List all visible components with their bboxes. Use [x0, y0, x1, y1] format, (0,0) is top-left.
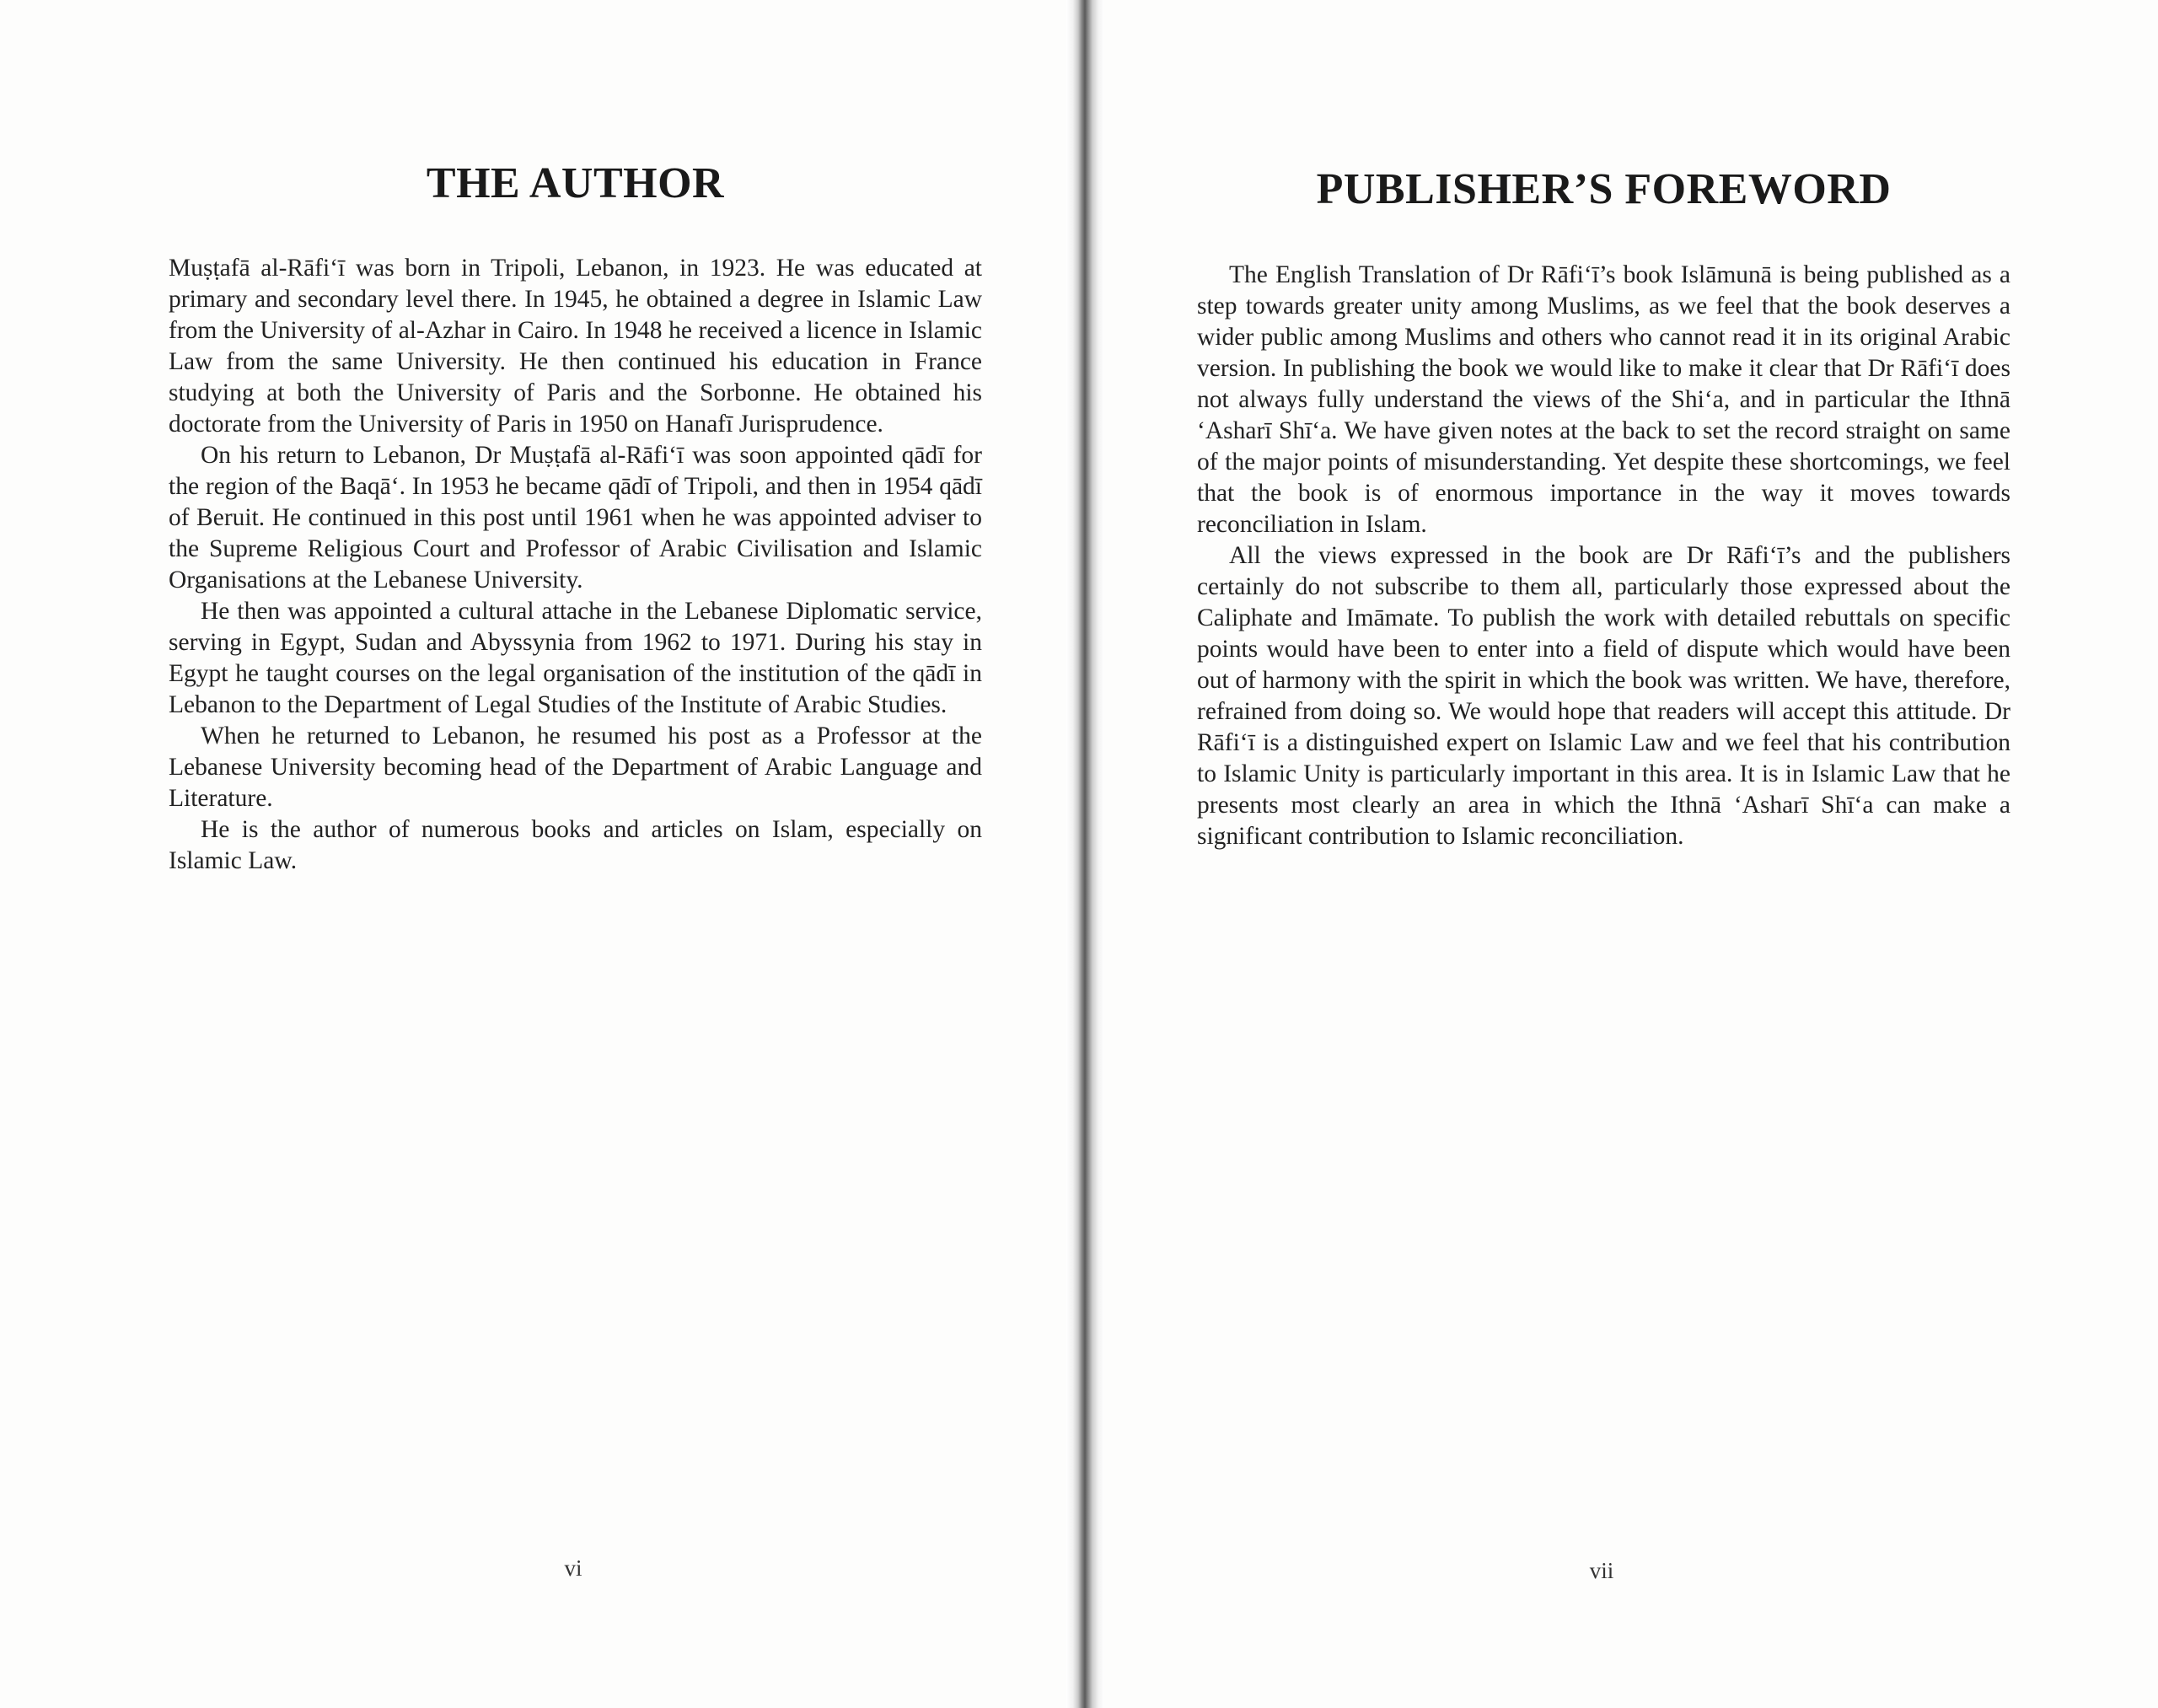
paragraph: All the views expressed in the book are Dr Rāfi‘ī’s and the publishers certainly do not subscribe to them all, particularly those expressed about the Caliphate and Imāmate. To publish the work with detailed rebuttals on specific points would have been to enter into a field of dispute which would have been out of harmony with the spirit in which the book was written. We have, therefore, refrained from doing so. We would hope that readers will accept this attitude. Dr Rāfi‘ī is a distinguished expert on Islamic Law and we feel that his contribution to Islamic Unity is particularly important in this area. It is in Islamic Law that he presents most clearly an area in which the Ithnā ‘Asharī Shī‘a can make a significant contribution to Islamic reconciliation.: [1197, 542, 2010, 850]
paragraph: On his return to Lebanon, Dr Muṣṭafā al-Rāfi‘ī was soon appointed qādī for the region of the Baqā‘. In 1953 he became qādī of Tripoli, and then in 1954 qādī of Beruit. He continued in this post until 1961 when he was appointed adviser to the Supreme Religious Court and Professor of Arabic Civilisation and Islamic Organisations at the Lebanese University.: [169, 442, 982, 594]
book-gutter: [1066, 0, 1104, 1708]
page-number: vii: [1589, 1558, 1614, 1583]
left-page: [0, 0, 1066, 1708]
page-number: vi: [564, 1555, 582, 1581]
foreword-body-text: [1197, 260, 2010, 852]
paragraph: Muṣṭafā al-Rāfi‘ī was born in Tripoli, Lebanon, in 1923. He was educated at primary and secondary level there. In 1945, he obtained a degree in Islamic Law from the University of al-Azhar in Cairo. In 1948 he received a licence in Islamic Law from the same University. He then continued his education in France studying at both the University of Paris and the Sorbonne. He obtained his doctorate from the University of Paris in 1950 on Hanafī Jurisprudence.: [169, 255, 982, 438]
right-page: [1104, 0, 2158, 1708]
paragraph: When he returned to Lebanon, he resumed his post as a Professor at the Lebanese University becoming head of the Department of Arabic Language and Literature.: [169, 722, 982, 812]
author-body-text: [169, 253, 982, 877]
page-heading-the-author: THE AUTHOR: [426, 159, 725, 207]
paragraph: He is the author of numerous books and articles on Islam, especially on Islamic Law.: [169, 816, 982, 874]
page-heading-publishers-foreword: PUBLISHER’S FOREWORD: [1316, 165, 1892, 213]
paragraph: He then was appointed a cultural attache in the Lebanese Diplomatic service, serving in Egypt, Sudan and Abyssynia from 1962 to 1971. During his stay in Egypt he taught courses on the legal organisation of the institution of the qādī in Lebanon to the Department of Legal Studies of the Institute of Arabic Studies.: [169, 598, 982, 718]
paragraph: The English Translation of Dr Rāfi‘ī’s book Islāmunā is being published as a step towards greater unity among Muslims, as we feel that the book deserves a wider public among Muslims and others who cannot read it in its original Arabic version. In publishing the book we would like to make it clear that Dr Rāfi‘ī does not always fully understand the views of the Shi‘a, and in particular the Ithnā ‘Asharī Shī‘a. We have given notes at the back to set the record straight on same of the major points of misunderstanding. Yet despite these shortcomings, we feel that the book is of enormous importance in the way it moves towards reconciliation in Islam.: [1197, 261, 2010, 538]
